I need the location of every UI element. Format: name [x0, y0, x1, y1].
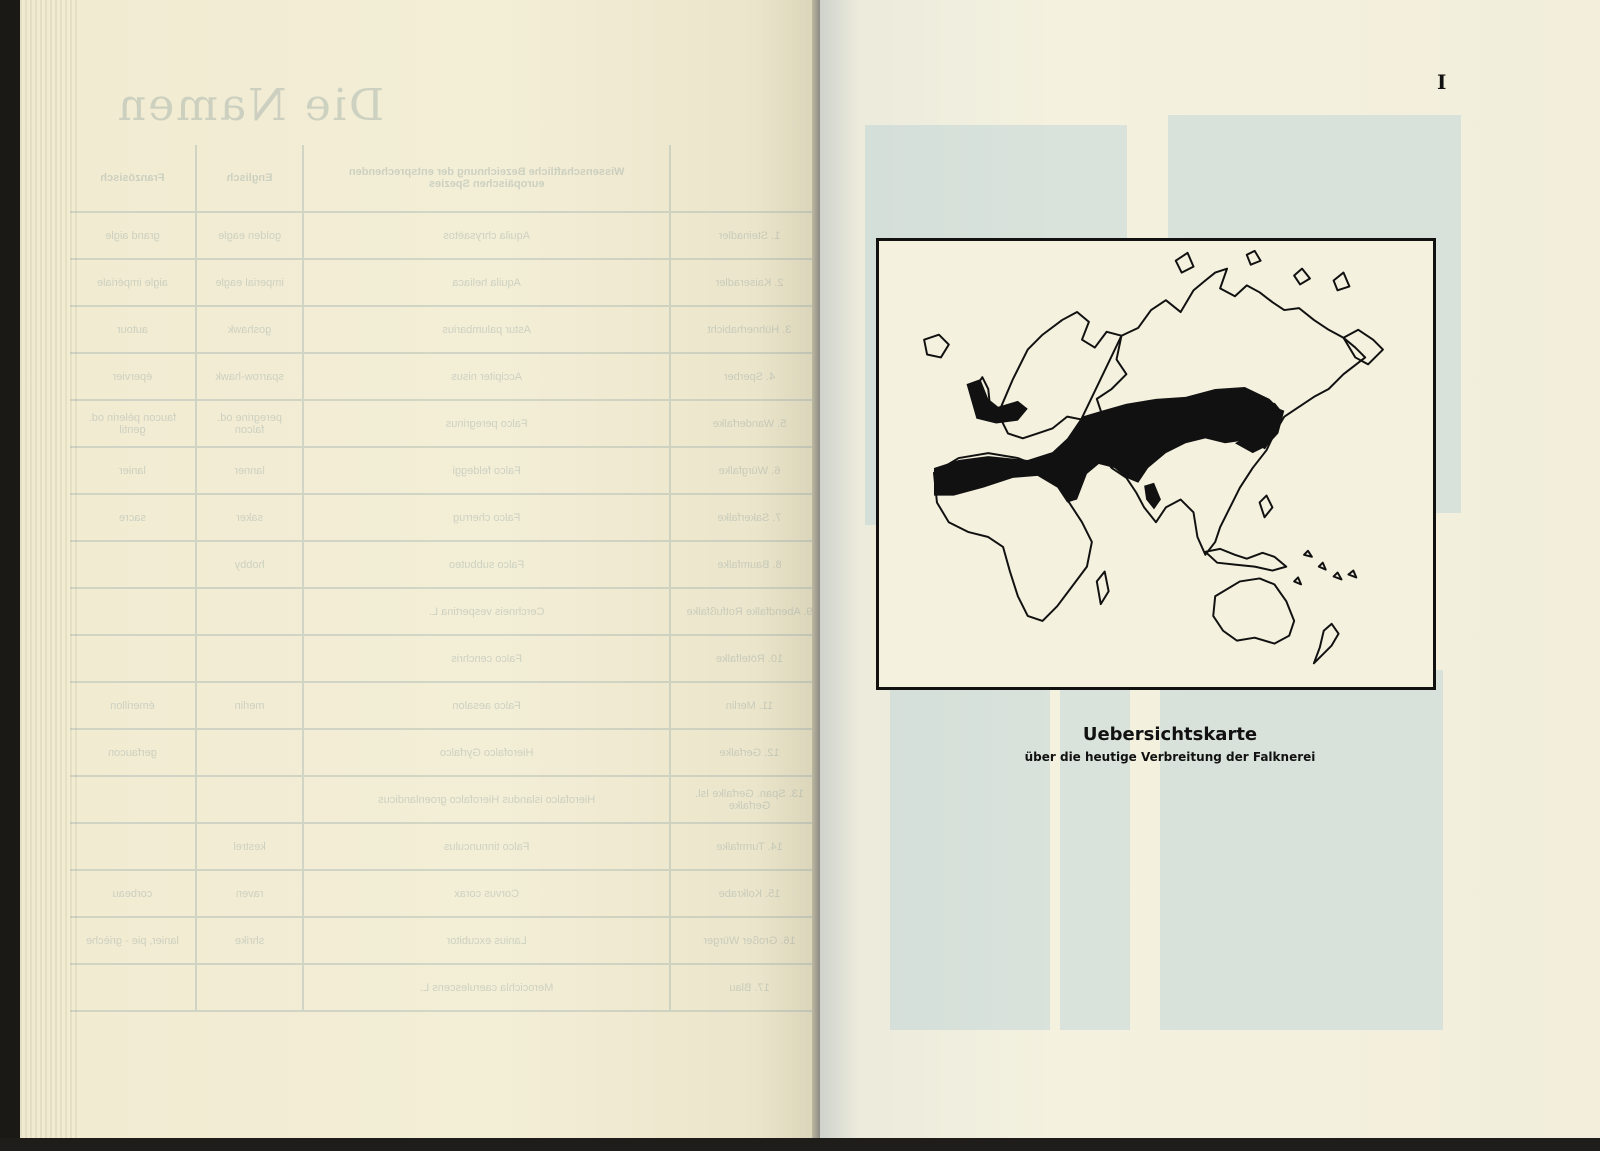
australia-outline — [1213, 578, 1294, 643]
showthrough-cell: Falco aesalon — [303, 682, 670, 729]
showthrough-cell: peregrine od. falcon — [196, 400, 303, 447]
showthrough-cell: 8. Baumfalke — [670, 541, 820, 588]
showthrough-cell: 11. Merlin — [670, 682, 820, 729]
page-number: I — [1437, 70, 1447, 94]
showthrough-cell: Falco tinnunculus — [303, 823, 670, 870]
scan-bottom-edge — [0, 1138, 1600, 1151]
showthrough-cell: Aquila heliaca — [303, 259, 670, 306]
showthrough-cell: Cerchneis vespertina L. — [303, 588, 670, 635]
showthrough-cell — [196, 776, 303, 823]
showthrough-cell — [70, 776, 196, 823]
showthrough-cell: 17. Blau — [670, 964, 820, 1011]
showthrough-table — [70, 80, 820, 1040]
showthrough-row — [70, 870, 820, 917]
showthrough-cell: Lanius excubitor — [303, 917, 670, 964]
showthrough-cell: imperial eagle — [196, 259, 303, 306]
showthrough-cell: 12. Gerfalke — [670, 729, 820, 776]
showthrough-row — [70, 917, 820, 964]
showthrough-cell: 9. Abendfalke Rotfußfalke — [670, 588, 820, 635]
showthrough-cell: hobby — [196, 541, 303, 588]
overview-map — [876, 238, 1436, 690]
showthrough-cell: aigle impériale — [70, 259, 196, 306]
showthrough-cell: goshawk — [196, 306, 303, 353]
showthrough-cell: merlin — [196, 682, 303, 729]
showthrough-cell: Falco subbuteo — [303, 541, 670, 588]
showthrough-row — [70, 306, 820, 353]
showthrough-cell: autour — [70, 306, 196, 353]
showthrough-cell: Accipiter nisus — [303, 353, 670, 400]
indonesia-outline — [1205, 549, 1286, 571]
showthrough-cell: raven — [196, 870, 303, 917]
showthrough-row — [70, 259, 820, 306]
left-page — [20, 0, 820, 1138]
showthrough-cell: Falco feldeggi — [303, 447, 670, 494]
showthrough-cell: Corvus corax — [303, 870, 670, 917]
showthrough-row — [70, 635, 820, 682]
showthrough-cell: lanner — [196, 447, 303, 494]
showthrough-row — [70, 541, 820, 588]
showthrough-cell: 10. Rötelfalke — [670, 635, 820, 682]
showthrough-cell: Hierofalco islandus Hierofalco groenlandicus — [303, 776, 670, 823]
showthrough-row — [70, 588, 820, 635]
showthrough-cell: émerillon — [70, 682, 196, 729]
showthrough-cell: 13. Span. Gerfalke Isl. Gerfalke — [670, 776, 820, 823]
pacific-islands — [1294, 551, 1356, 585]
showthrough-cell: corbeau — [70, 870, 196, 917]
showthrough-cell: lanier — [70, 447, 196, 494]
showthrough-cell: Falco peregrinus — [303, 400, 670, 447]
showthrough-cell — [70, 541, 196, 588]
showthrough-cell: Hierofalco Gyrfalco — [303, 729, 670, 776]
showthrough-row — [70, 729, 820, 776]
showthrough-cell: 16. Großer Würger — [670, 917, 820, 964]
map-title: Uebersichtskarte — [1082, 724, 1258, 745]
showthrough-row — [70, 212, 820, 259]
showthrough-cell: saker — [196, 494, 303, 541]
showthrough-cell: faucon pèlerin od. gentil — [70, 400, 196, 447]
showthrough-cell: épervier — [70, 353, 196, 400]
falconry-region — [934, 379, 1284, 509]
showthrough-cell: Merocichla caerulescens L. — [303, 964, 670, 1011]
showthrough-cell — [196, 635, 303, 682]
world-map-svg — [879, 241, 1433, 687]
showthrough-cell: gerfaucon — [70, 729, 196, 776]
showthrough-row — [70, 682, 820, 729]
showthrough-cell: grand aigle — [70, 212, 196, 259]
showthrough-cell — [70, 635, 196, 682]
showthrough-cell: Astur palumbarius — [303, 306, 670, 353]
showthrough-cell: shrike — [196, 917, 303, 964]
showthrough-row — [70, 494, 820, 541]
showthrough-cell: kestrel — [196, 823, 303, 870]
new-zealand-outline — [1314, 624, 1339, 663]
showthrough-cell: 4. Sperber — [670, 353, 820, 400]
showthrough-cell: Falco cenchris — [303, 635, 670, 682]
showthrough-header-cell: Französisch — [70, 145, 196, 212]
showthrough-cell: 6. Würgfalke — [670, 447, 820, 494]
showthrough-cell: Falco cherrug — [303, 494, 670, 541]
showthrough-cell: 15. Kolkrabe — [670, 870, 820, 917]
showthrough-cell: Aquila chrysaëtos — [303, 212, 670, 259]
showthrough-cell: lanier, pie - grièche — [70, 917, 196, 964]
showthrough-cell — [70, 964, 196, 1011]
showthrough-row — [70, 353, 820, 400]
falconry-band-india — [1144, 483, 1161, 510]
showthrough-cell: 7. Sakerfalke — [670, 494, 820, 541]
showthrough-row — [70, 964, 820, 1011]
showthrough-cell: 1. Steinadler — [670, 212, 820, 259]
showthrough-cell — [196, 588, 303, 635]
showthrough-cell: 14. Turmfalke — [670, 823, 820, 870]
showthrough-row — [70, 776, 820, 823]
showthrough-cell — [70, 588, 196, 635]
showthrough-header-cell — [670, 145, 820, 212]
showthrough-cell — [196, 729, 303, 776]
showthrough-cell: golden eagle — [196, 212, 303, 259]
greenland-fragment — [924, 335, 949, 358]
showthrough-grid — [70, 145, 820, 1012]
showthrough-row — [70, 823, 820, 870]
showthrough-header-cell: Wissenschaftliche Bezeichnung der entsprechenden europäischen Spezies — [303, 145, 670, 212]
showthrough-cell: 3. Hühnerhabicht — [670, 306, 820, 353]
showthrough-cell: 2. Kaiseradler — [670, 259, 820, 306]
philippines-outline — [1260, 496, 1273, 518]
showthrough-row — [70, 447, 820, 494]
showthrough-cell: sacre — [70, 494, 196, 541]
showthrough-cell: sparrow-hawk — [196, 353, 303, 400]
showthrough-header-cell: Englisch — [196, 145, 303, 212]
map-subtitle: über die heutige Verbreitung der Falknerei — [1024, 750, 1316, 764]
showthrough-row — [70, 400, 820, 447]
madagascar-outline — [1097, 572, 1109, 605]
falconry-band-europe — [967, 379, 1028, 423]
showthrough-cell — [70, 823, 196, 870]
showthrough-cell: 5. Wanderfalke — [670, 400, 820, 447]
showthrough-title: Die Namen — [115, 80, 385, 131]
showthrough-cell — [196, 964, 303, 1011]
